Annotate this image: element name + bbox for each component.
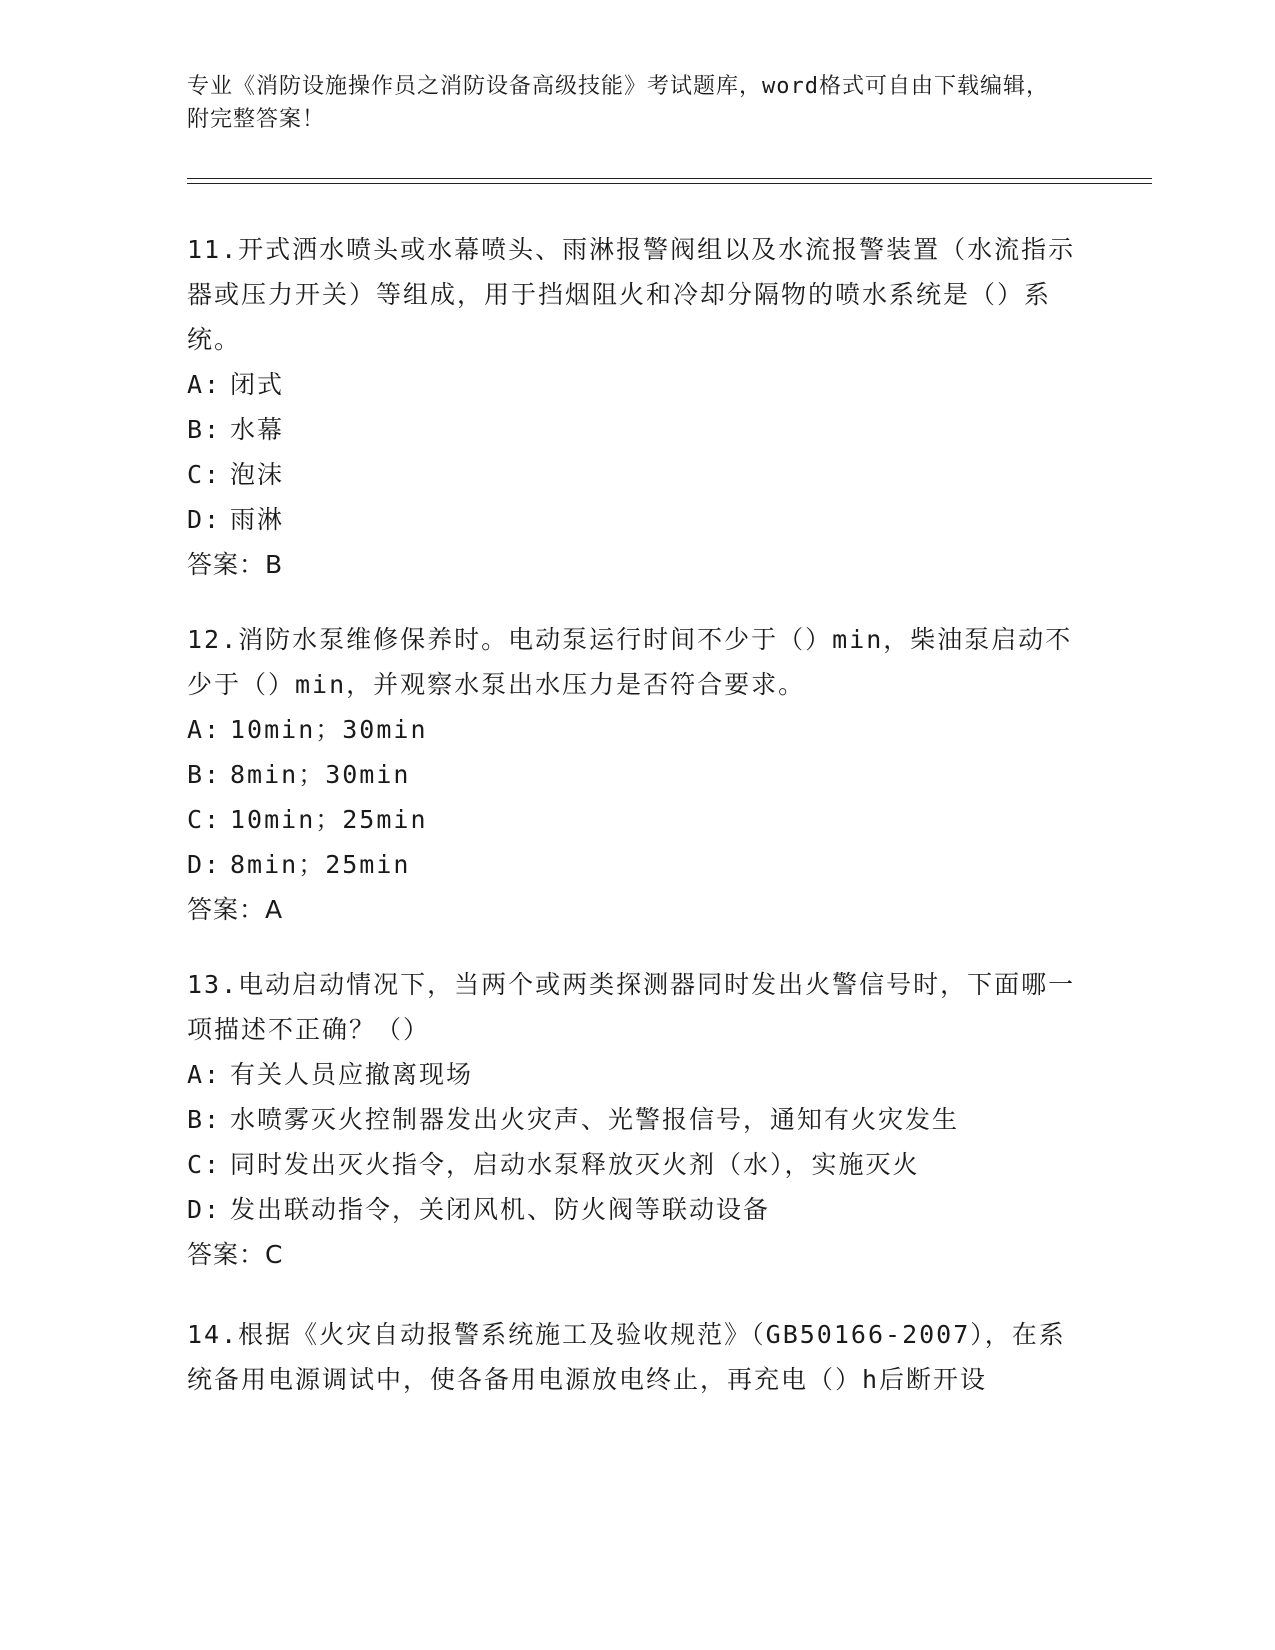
document-header: 专业《消防设施操作员之消防设备高级技能》考试题库，word格式可自由下载编辑，附完整答案！ [187,74,1049,132]
option-a [187,362,1087,407]
option-b [187,752,1087,797]
option-text: 8min；30min [230,760,411,789]
option-letter: D: [187,850,222,879]
option-text: 10min；25min [230,805,428,834]
option-text: 10min；30min [230,715,428,744]
option-text: 泡沫 [230,460,285,489]
option-d [187,842,1087,887]
option-c [187,452,1087,497]
option-text: 闭式 [230,370,285,399]
option-text: 有关人员应撤离现场 [230,1060,474,1089]
option-letter: A: [187,715,222,744]
answer-line: 答案：A [187,895,284,924]
option-a [187,707,1087,752]
option-letter: D: [187,1195,222,1224]
option-letter: B: [187,1105,222,1134]
answer-line: 答案：B [187,550,284,579]
option-b [187,407,1087,452]
option-text: 发出联动指令，关闭风机、防火阀等联动设备 [230,1195,771,1224]
option-a [187,1052,1087,1097]
answer-line: 答案：C [187,1240,284,1269]
question-text: 12.消防水泵维修保养时。电动泵运行时间不少于（）min，柴油泵启动不少于（）min，并观察水泵出水压力是否符合要求。 [187,625,1073,699]
option-c [187,1142,1087,1187]
option-letter: C: [187,460,222,489]
question-text: 11.开式洒水喷头或水幕喷头、雨淋报警阀组以及水流报警装置（水流指示器或压力开关）等组成，用于挡烟阻火和冷却分隔物的喷水系统是（）系统。 [187,235,1076,354]
option-letter: B: [187,760,222,789]
option-text: 雨淋 [230,505,285,534]
option-letter: A: [187,370,222,399]
question-11 [187,227,1087,587]
option-letter: C: [187,805,222,834]
option-text: 水喷雾灭火控制器发出火灾声、光警报信号，通知有火灾发生 [230,1105,960,1134]
question-14 [187,1312,1087,1402]
header-divider-top [187,178,1152,179]
question-12 [187,617,1087,932]
option-letter: C: [187,1150,222,1179]
option-text: 同时发出灭火指令，启动水泵释放灭火剂（水），实施灭火 [230,1150,920,1179]
option-text: 水幕 [230,415,285,444]
header-divider-bottom [187,183,1152,184]
question-13 [187,962,1087,1277]
option-letter: D: [187,505,222,534]
option-letter: B: [187,415,222,444]
option-d [187,1187,1087,1232]
option-d [187,497,1087,542]
option-c [187,797,1087,842]
question-text: 13.电动启动情况下，当两个或两类探测器同时发出火警信号时，下面哪一项描述不正确？（） [187,970,1076,1044]
option-text: 8min；25min [230,850,411,879]
option-letter: A: [187,1060,222,1089]
option-b [187,1097,1087,1142]
question-text: 14.根据《火灾自动报警系统施工及验收规范》（GB50166-2007），在系统备用电源调试中，使各备用电源放电终止，再充电（）h后断开设 [187,1320,1066,1394]
